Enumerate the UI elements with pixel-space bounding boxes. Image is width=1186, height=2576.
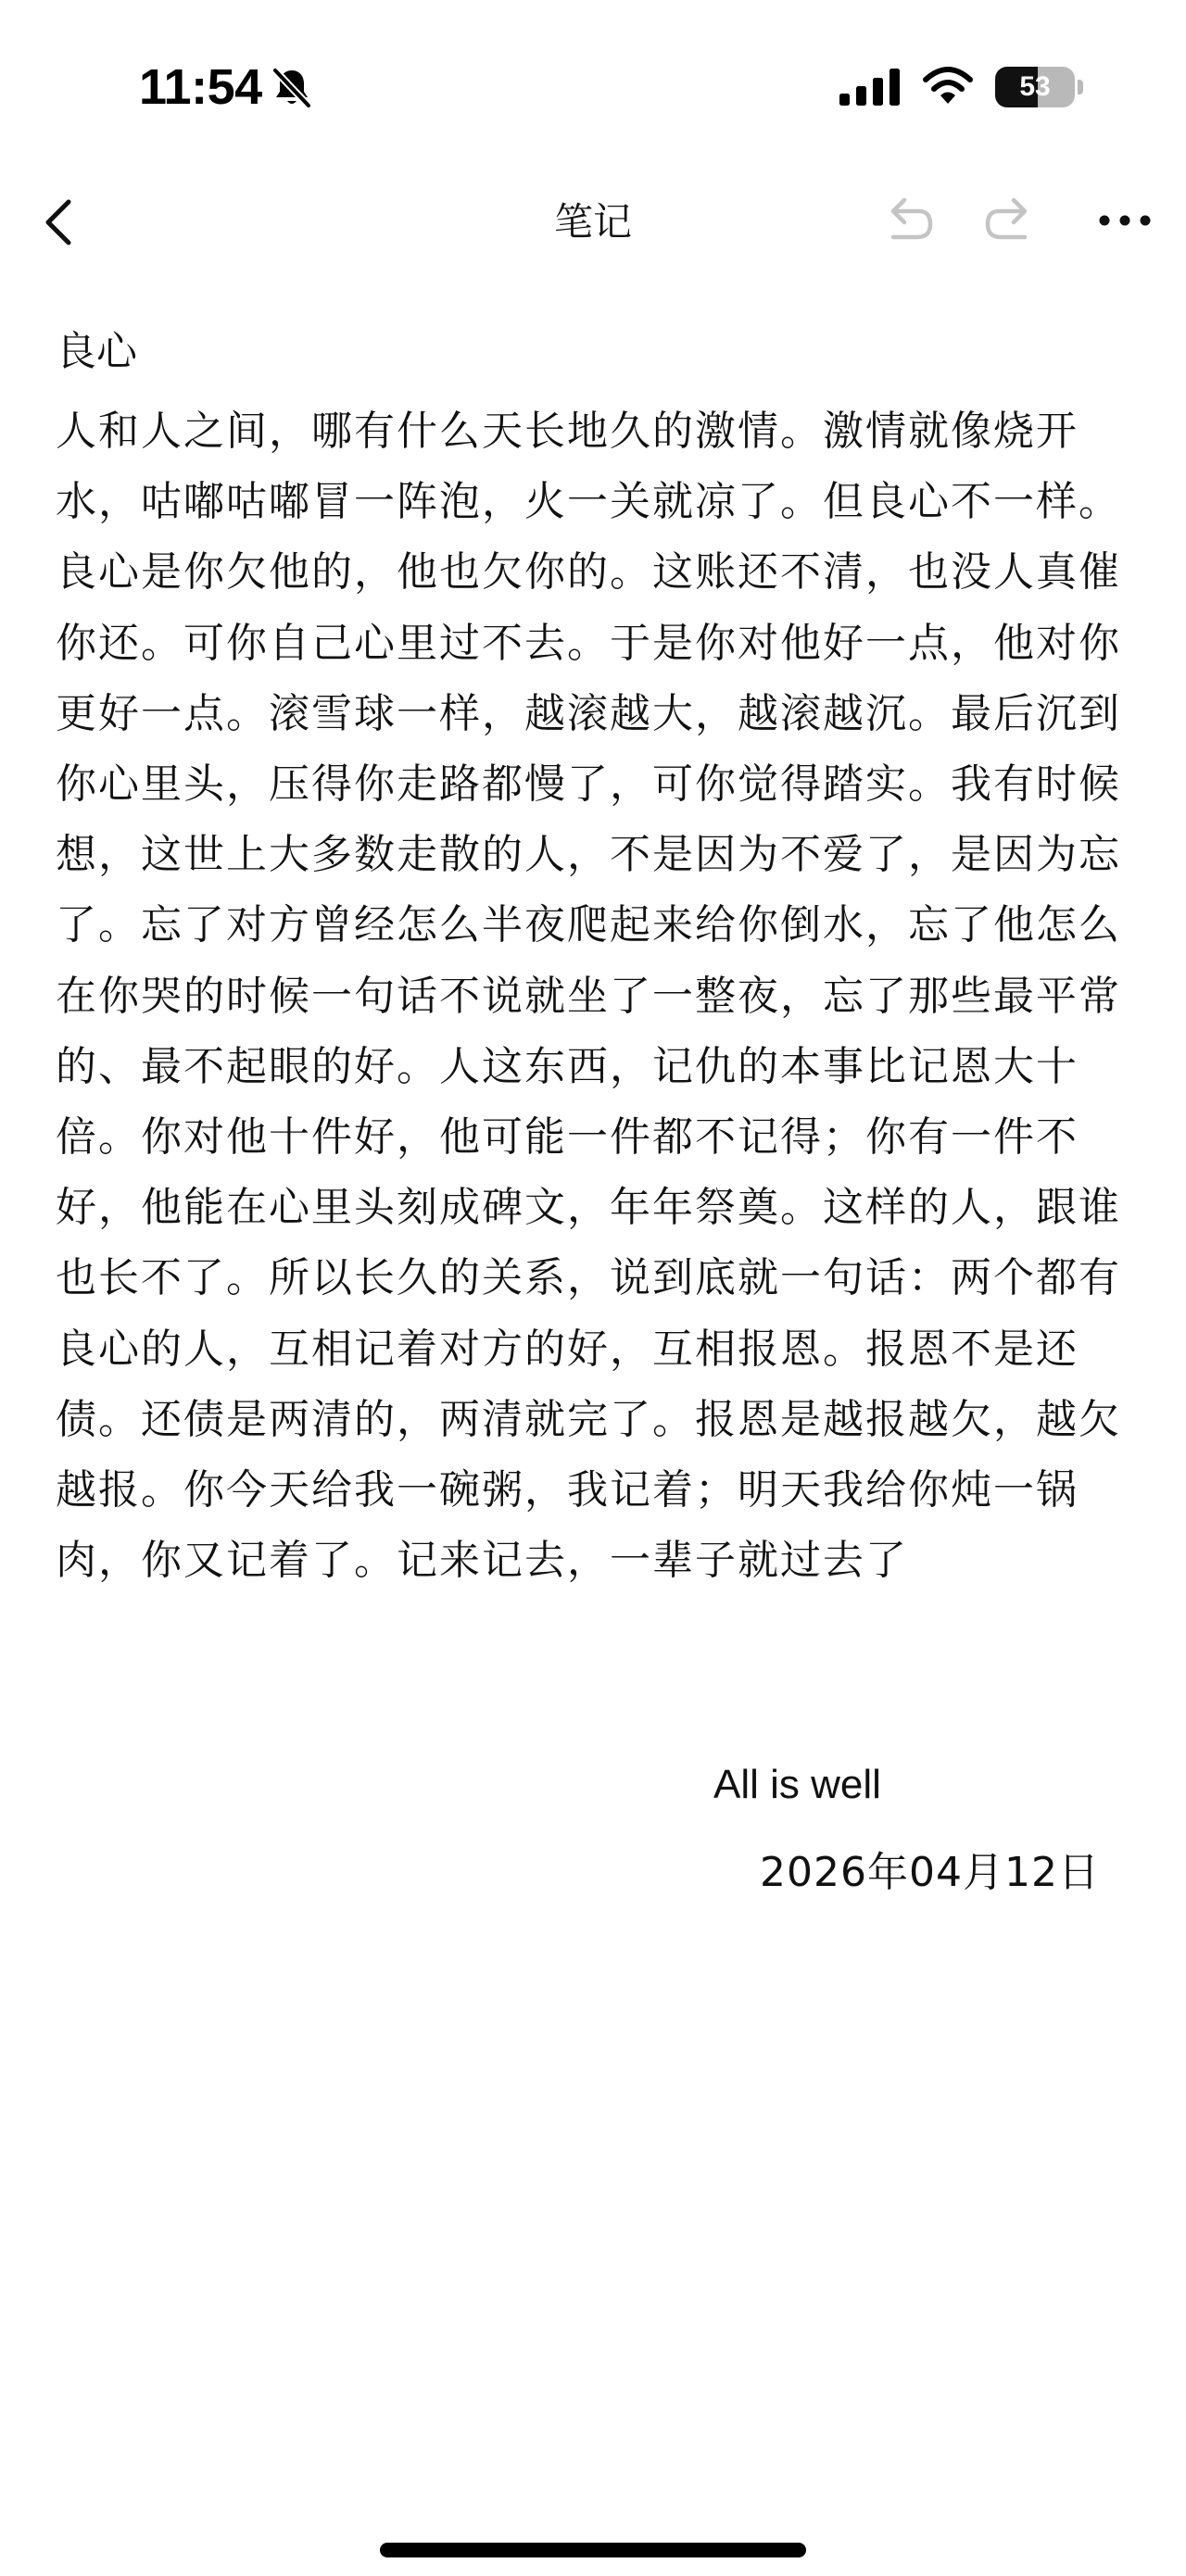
redo-icon <box>977 187 1043 254</box>
battery-level: 53 <box>1019 71 1051 102</box>
note-body[interactable]: 人和人之间，哪有什么天长地久的激情。激情就像烧开水，咕嘟咕嘟冒一阵泡，火一关就凉了。但良心不一样。良心是你欠他的，他也欠你的。这账还不清，也没人真催你还。可你自己心里过不去。于是你对他好一点，他对你更好一点。滚雪球一样，越滚越大，越滚越沉。最后沉到你心里头，压得你走路都慢了，可你觉得踏实。我有时候想，这世上大多数走散的人，不是因为不爱了，是因为忘了。忘了对方曾经怎么半夜爬起来给你倒水，忘了他怎么在你哭的时候一句话不说就坐了一整夜，忘了那些最平常的、最不起眼的好。人这东西，记仇的本事比记恩大十倍。你对他十件好，他可能一件都不记得；你有一件不好，他能在心里头刻成碑文，年年祭奠。这样的人，跟谁也长不了。所以长久的关系，说到底就一句话：两个都有良心的人，互相记着对方的好，互相报恩。报恩不是还债。还债是两清的，两清就完了。报恩是越报越欠，越欠越报。你今天给我一碗粥，我记着；明天我给你炖一锅肉，你又记着了。记来记去，一辈子就过去了 <box>56 408 1121 1585</box>
undo-icon <box>875 187 941 254</box>
undo-button[interactable] <box>875 187 941 254</box>
status-bar <box>0 0 1186 167</box>
more-horizontal-icon <box>1093 187 1156 254</box>
redo-button[interactable] <box>977 187 1043 254</box>
battery-icon <box>995 67 1084 107</box>
status-time: 11:54 <box>139 59 262 115</box>
more-button[interactable] <box>1093 187 1156 254</box>
bell-off-icon <box>271 67 312 109</box>
wifi-icon <box>922 67 974 106</box>
note-date[interactable]: 2026年04月12日 <box>760 1849 1100 1896</box>
note-signature[interactable]: All is well <box>713 1762 881 1807</box>
nav-bar <box>0 167 1186 278</box>
note-editor[interactable] <box>56 315 1140 1596</box>
home-indicator[interactable] <box>380 2543 806 2557</box>
page-title: 笔记 <box>553 199 632 245</box>
battery-body <box>995 67 1075 107</box>
back-button[interactable] <box>33 187 89 258</box>
battery-cap <box>1078 80 1083 94</box>
chevron-left-icon <box>33 187 89 258</box>
note-title[interactable]: 良心 <box>56 328 137 375</box>
cell-signal-icon <box>839 69 901 106</box>
